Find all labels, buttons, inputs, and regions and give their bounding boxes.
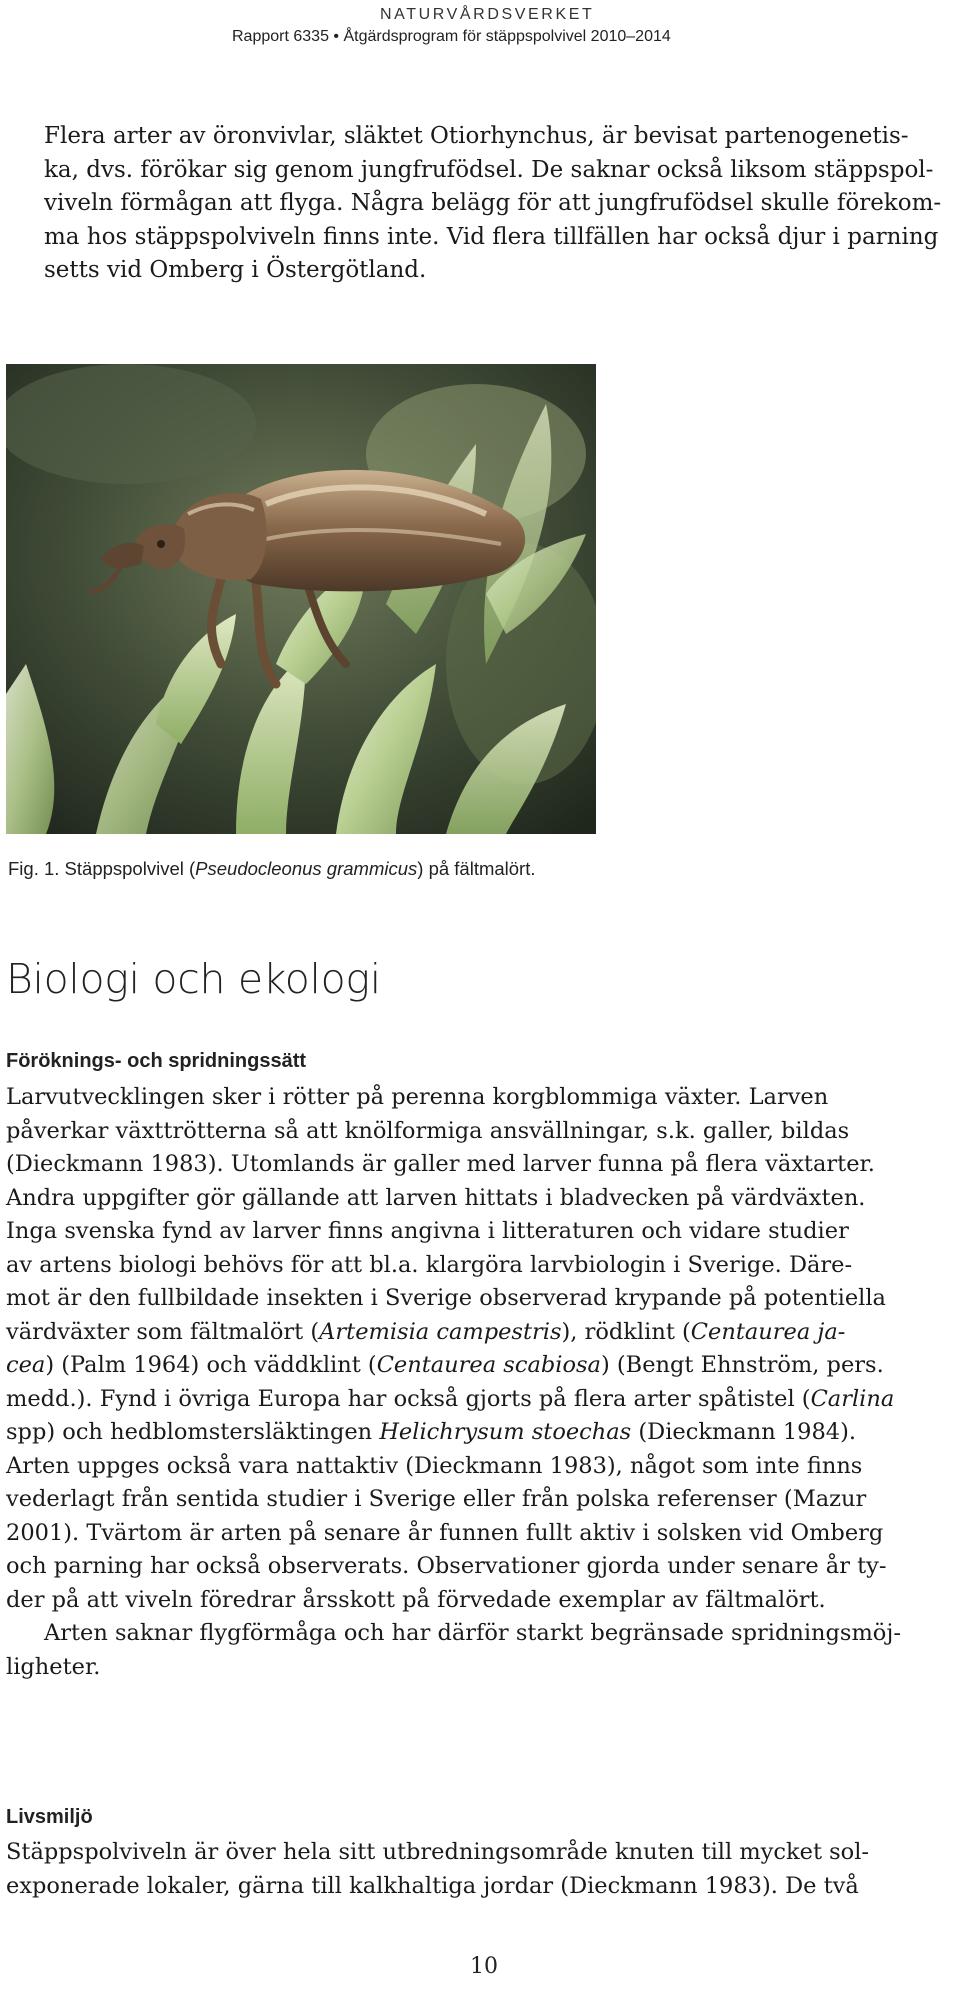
text-line: viveln förmågan att flyga. Några belägg för att jungfrufödsel skulle förekom- — [44, 190, 942, 216]
text-line: ma hos stäppspolviveln finns inte. Vid flera tillfällen har också djur i parning — [44, 223, 939, 250]
text-line: ka, dvs. förökar sig genom jungfrufödsel. De saknar också liksom stäppspol- — [44, 156, 934, 183]
text-line — [6, 1584, 952, 1618]
caption-text: Fig. 1. Stäppspolvivel ( — [8, 858, 196, 879]
text-line — [6, 1215, 952, 1249]
intro-paragraph — [44, 120, 944, 288]
text-line — [6, 1870, 952, 1904]
caption-text: ) på fältmalört. — [417, 858, 536, 879]
text-line — [6, 1316, 952, 1350]
text-line — [6, 1383, 952, 1417]
text-run: Arten uppges också vara nattaktiv (Dieckmann 1983), något som inte finns — [6, 1452, 863, 1479]
text-run: Arten saknar flygförmåga och har därför starkt begränsade spridningsmöj- — [44, 1620, 901, 1646]
species-name: Carlina — [810, 1385, 895, 1412]
text-run: Inga svenska fynd av larver finns angivna i litteraturen och vidare studier — [6, 1218, 849, 1244]
text-run: (Dieckmann 1984). — [631, 1419, 857, 1445]
page-header — [232, 4, 671, 48]
reproduction-paragraph — [6, 1081, 952, 1684]
text-run: exponerade lokaler, gärna till kalkhaltiga jordar (Dieckmann 1983). De två — [6, 1872, 859, 1899]
figure-caption — [8, 858, 536, 880]
text-run: Stäppspolviveln är över hela sitt utbredningsområde knuten till mycket sol- — [6, 1839, 870, 1865]
text-run: Andra uppgifter gör gällande att larven hittats i bladvecken på värdväxten. — [6, 1184, 866, 1211]
text-line — [6, 1450, 952, 1484]
text-line — [6, 1483, 952, 1517]
text-run: vederlagt från sentida studier i Sverige eller från polska referenser (Mazur — [6, 1486, 867, 1512]
text-run: 2001). Tvärtom är arten på senare år funnen fullt aktiv i solsken vid Omberg — [6, 1519, 884, 1546]
text-run: ligheter. — [6, 1653, 101, 1680]
text-line — [6, 1148, 952, 1182]
text-line: setts vid Omberg i Östergötland. — [44, 257, 427, 283]
text-run: der på att viveln föredrar årsskott på förvedade exemplar av fältmalört. — [6, 1586, 826, 1613]
text-line — [6, 1115, 952, 1149]
text-run: spp) och hedblomstersläktingen — [6, 1419, 380, 1445]
text-run: Larvutvecklingen sker i rötter på perenna korgblommiga växter. Larven — [6, 1084, 829, 1110]
text-line — [6, 1282, 952, 1316]
text-run: värdväxter som fältmalört ( — [6, 1318, 320, 1345]
page-number: 10 — [470, 1954, 498, 1979]
text-line — [6, 1249, 952, 1283]
section-title: Biologi och ekologi — [6, 955, 381, 1003]
text-line — [6, 1550, 952, 1584]
text-run: mot är den fullbildade insekten i Sverige observerad krypande på potentiella — [6, 1285, 886, 1311]
species-name: Helichrysum stoechas — [379, 1419, 632, 1445]
species-name: cea — [6, 1352, 46, 1378]
text-run: påverkar växttrötterna så att knölformiga ansvällningar, s.k. galler, bildas — [6, 1117, 850, 1144]
weevil-photo — [6, 364, 596, 834]
header-org: NATURVÅRDSVERKET — [380, 6, 595, 23]
species-name: Centaurea scabiosa — [376, 1352, 601, 1378]
habitat-paragraph — [6, 1836, 952, 1903]
subsection-heading-habitat: Livsmiljö — [6, 1806, 93, 1828]
caption-species: Pseudocleonus grammicus — [195, 858, 418, 879]
text-line — [6, 1349, 952, 1383]
text-run: och parning har också observerats. Observationer gjorda under senare år ty- — [6, 1553, 887, 1579]
text-run: ), rödklint ( — [561, 1318, 691, 1345]
text-line — [6, 1182, 952, 1216]
text-line — [6, 1836, 952, 1870]
text-run: ) (Palm 1964) och väddklint ( — [45, 1352, 377, 1378]
text-run: av artens biologi behövs för att bl.a. klargöra larvbiologin i Sverige. Däre- — [6, 1251, 853, 1278]
text-line — [6, 1517, 952, 1551]
text-line: Flera arter av öronvivlar, släktet Otiorhynchus, är bevisat partenogenetis- — [44, 123, 909, 149]
header-report-title: Rapport 6335 • Åtgärdsprogram för stäppspolvivel 2010–2014 — [232, 28, 671, 45]
text-run: ) (Bengt Ehnström, pers. — [600, 1352, 884, 1378]
text-run: (Dieckmann 1983). Utomlands är galler med larver funna på flera växtarter. — [6, 1151, 875, 1177]
text-line — [6, 1617, 952, 1651]
weevil-photo-illustration — [6, 364, 596, 834]
text-line — [6, 1416, 952, 1450]
species-name: Artemisia campestris — [319, 1318, 562, 1345]
text-line — [6, 1651, 952, 1685]
species-name: Centaurea ja- — [690, 1318, 846, 1345]
subsection-heading-reproduction: Föröknings- och spridningssätt — [6, 1050, 307, 1072]
text-run: medd.). Fynd i övriga Europa har också gjorts på flera arter spåtistel ( — [6, 1385, 811, 1412]
text-line — [6, 1081, 952, 1115]
